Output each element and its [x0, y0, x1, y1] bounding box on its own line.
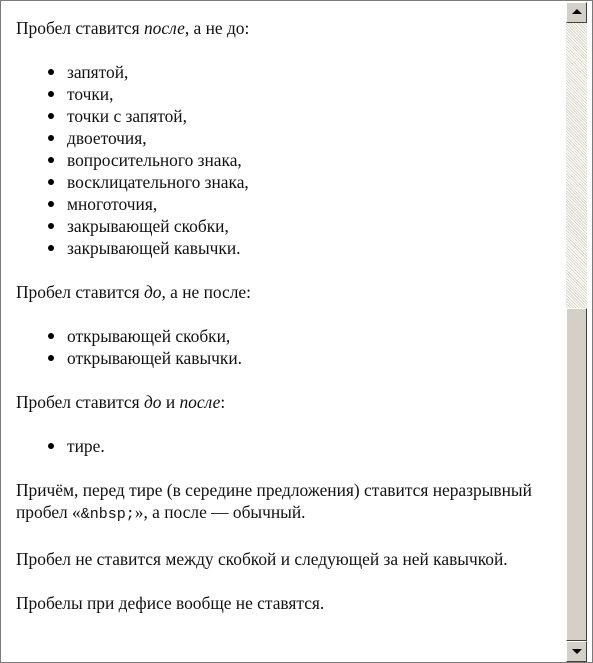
list-space-both [16, 435, 546, 457]
bullet-icon [48, 443, 54, 449]
list-item [67, 325, 546, 347]
list-item [67, 127, 546, 149]
text: », а после — обычный. [134, 502, 306, 522]
list-item-text: закрывающей скобки, [67, 216, 229, 236]
paragraph-space-after [16, 17, 546, 39]
bullet-icon [48, 333, 54, 339]
scroll-down-button[interactable] [566, 641, 587, 662]
list-item [67, 193, 546, 215]
article-content [16, 17, 546, 636]
list-item-text: открывающей скобки, [67, 326, 231, 346]
list-item-text: точки, [67, 84, 114, 104]
list-item [67, 237, 546, 259]
paragraph-space-before [16, 281, 546, 303]
bullet-icon [48, 69, 54, 75]
list-item-text: вопросительного знака, [67, 150, 242, 170]
list-item-text: восклицательного знака, [67, 172, 249, 192]
list-item [67, 105, 546, 127]
list-item [67, 61, 546, 83]
arrow-down-icon [572, 649, 582, 654]
vertical-scrollbar[interactable] [566, 2, 587, 662]
list-item [67, 215, 546, 237]
code-snippet: &nbsp; [80, 506, 135, 523]
text: , а не после: [161, 282, 251, 302]
list-space-before [16, 325, 546, 369]
bullet-icon [48, 223, 54, 229]
list-item-text: закрывающей кавычки. [67, 238, 241, 258]
bullet-icon [48, 201, 54, 207]
bullet-icon [48, 135, 54, 141]
list-item [67, 347, 546, 369]
emphasis: после [179, 392, 221, 412]
paragraph-hyphen: Пробелы при дефисе вообще не ставятся. [16, 593, 325, 613]
list-item-text: открывающей кавычки. [67, 348, 243, 368]
list-item [67, 83, 546, 105]
paragraph-bracket-quote: Пробел не ставится между скобкой и следующей за ней кавычкой. [16, 549, 508, 569]
bullet-icon [48, 113, 54, 119]
list-item-text: многоточия, [67, 194, 158, 214]
list-item [67, 171, 546, 193]
text: Пробел ставится [16, 18, 144, 38]
scroll-up-button[interactable] [566, 2, 587, 23]
bullet-icon [48, 91, 54, 97]
bullet-icon [48, 157, 54, 163]
list-item-text: точки с запятой, [67, 106, 187, 126]
list-item [67, 435, 546, 457]
list-item-text: тире. [67, 436, 105, 456]
list-item-text: запятой, [67, 62, 129, 82]
emphasis: после [143, 18, 185, 38]
bullet-icon [48, 179, 54, 185]
emphasis: до [143, 392, 162, 412]
bullet-icon [48, 355, 54, 361]
paragraph-space-both [16, 391, 546, 413]
list-item [67, 149, 546, 171]
text: Причём, перед тире (в середине предложения) ставится неразрывный пробел « [16, 480, 532, 522]
text: Пробел ставится [16, 392, 144, 412]
text: : [220, 392, 226, 412]
list-space-after [16, 61, 546, 259]
text: Пробел ставится [16, 282, 144, 302]
text: и [161, 392, 180, 412]
bullet-icon [48, 245, 54, 251]
text: , а не до: [184, 18, 250, 38]
arrow-up-icon [572, 9, 582, 14]
list-item-text: двоеточия, [67, 128, 147, 148]
scrollbar-thumb[interactable] [566, 308, 587, 641]
paragraph-dash-nbsp [16, 479, 546, 526]
emphasis: до [143, 282, 162, 302]
